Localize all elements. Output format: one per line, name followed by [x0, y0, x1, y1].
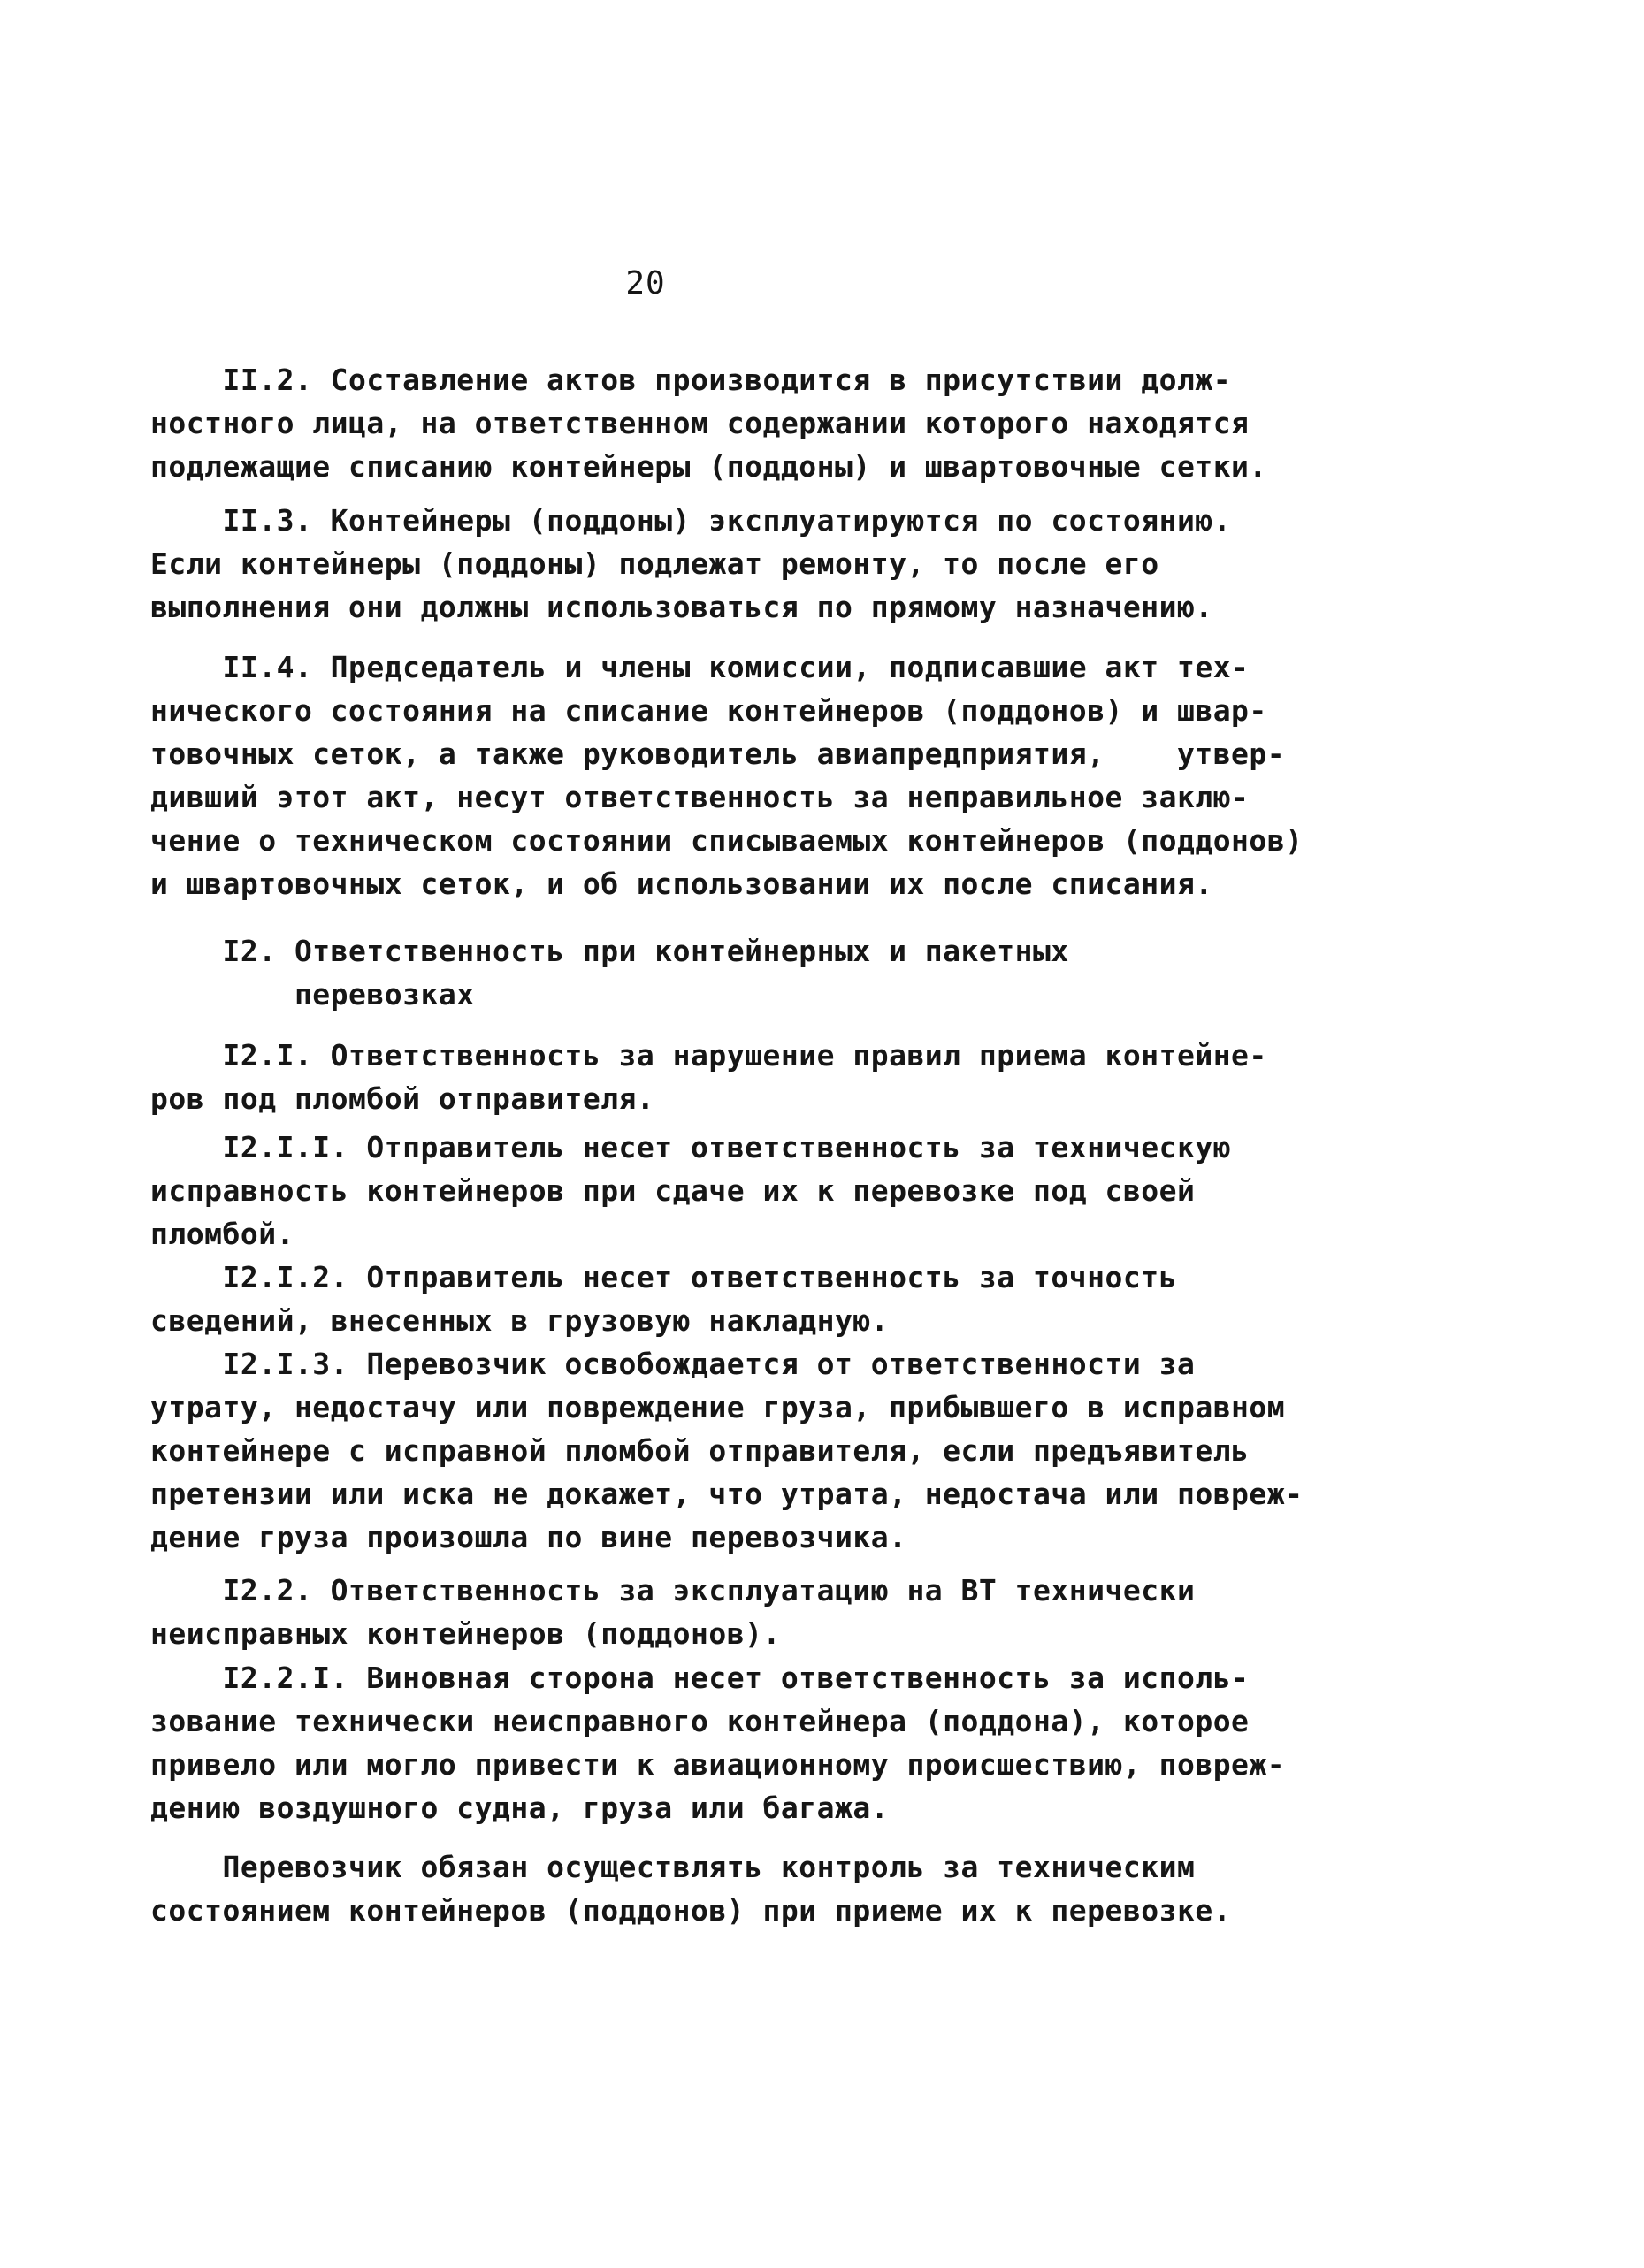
text-line: II.4. Председатель и члены комиссии, подписавшие акт тех- [150, 650, 1250, 684]
text-line: I2.2. Ответственность за эксплуатацию на ВТ технически [150, 1573, 1196, 1607]
text-line: состоянием контейнеров (поддонов) при приеме их к перевозке. [150, 1893, 1232, 1928]
text-line: I2.I.I. Отправитель несет ответственность за техническую [150, 1130, 1232, 1165]
page-number: 20 [625, 265, 666, 302]
text-line: исправность контейнеров при сдаче их к перевозке под своей [150, 1173, 1196, 1208]
text-line: товочных сеток, а также руководитель авиапредприятия, утвер- [150, 737, 1286, 771]
section-heading: перевозках [150, 977, 475, 1012]
text-line: чение о техническом состоянии списываемых контейнеров (поддонов) [150, 823, 1304, 858]
text-line: II.3. Контейнеры (поддоны) эксплуатируются по состоянию. [150, 503, 1232, 538]
text-line: контейнере с исправной пломбой отправителя, если предъявитель [150, 1433, 1250, 1468]
text-line: нического состояния на списание контейнеров (поддонов) и швар- [150, 693, 1267, 728]
text-line: выполнения они должны использоваться по прямому назначению. [150, 590, 1213, 624]
section-heading: I2. Ответственность при контейнерных и пакетных [150, 934, 1069, 968]
text-line: подлежащие списанию контейнеры (поддоны) и швартовочные сетки. [150, 449, 1267, 484]
text-line: неисправных контейнеров (поддонов). [150, 1616, 781, 1651]
text-line: I2.2.I. Виновная сторона несет ответственность за исполь- [150, 1661, 1250, 1695]
text-line: сведений, внесенных в грузовую накладную. [150, 1303, 890, 1338]
text-line: Если контейнеры (поддоны) подлежат ремонту, то после его [150, 546, 1159, 581]
text-line: Перевозчик обязан осуществлять контроль за техническим [150, 1850, 1196, 1884]
text-line: I2.I. Ответственность за нарушение правил приема контейне- [150, 1038, 1267, 1073]
text-line: пломбой. [150, 1217, 294, 1251]
text-line: зование технически неисправного контейнера (поддона), которое [150, 1704, 1250, 1738]
text-line: дение груза произошла по вине перевозчика. [150, 1520, 907, 1554]
text-line: дивший этот акт, несут ответственность за неправильное заклю- [150, 780, 1250, 814]
text-line: ностного лица, на ответственном содержании которого находятся [150, 406, 1250, 440]
text-line: и швартовочных сеток, и об использовании их после списания. [150, 867, 1213, 901]
text-line: утрату, недостачу или повреждение груза, прибывшего в исправном [150, 1390, 1286, 1424]
text-line: I2.I.2. Отправитель несет ответственность за точность [150, 1260, 1177, 1294]
text-line: II.2. Составление актов производится в присутствии долж- [150, 363, 1232, 397]
text-line: ров под пломбой отправителя. [150, 1081, 655, 1116]
text-line: привело или могло привести к авиационному происшествию, повреж- [150, 1747, 1286, 1782]
text-line: дению воздушного судна, груза или багажа. [150, 1791, 890, 1825]
text-line: I2.I.3. Перевозчик освобождается от ответственности за [150, 1347, 1196, 1381]
text-line: претензии или иска не докажет, что утрата, недостача или повреж- [150, 1477, 1304, 1511]
